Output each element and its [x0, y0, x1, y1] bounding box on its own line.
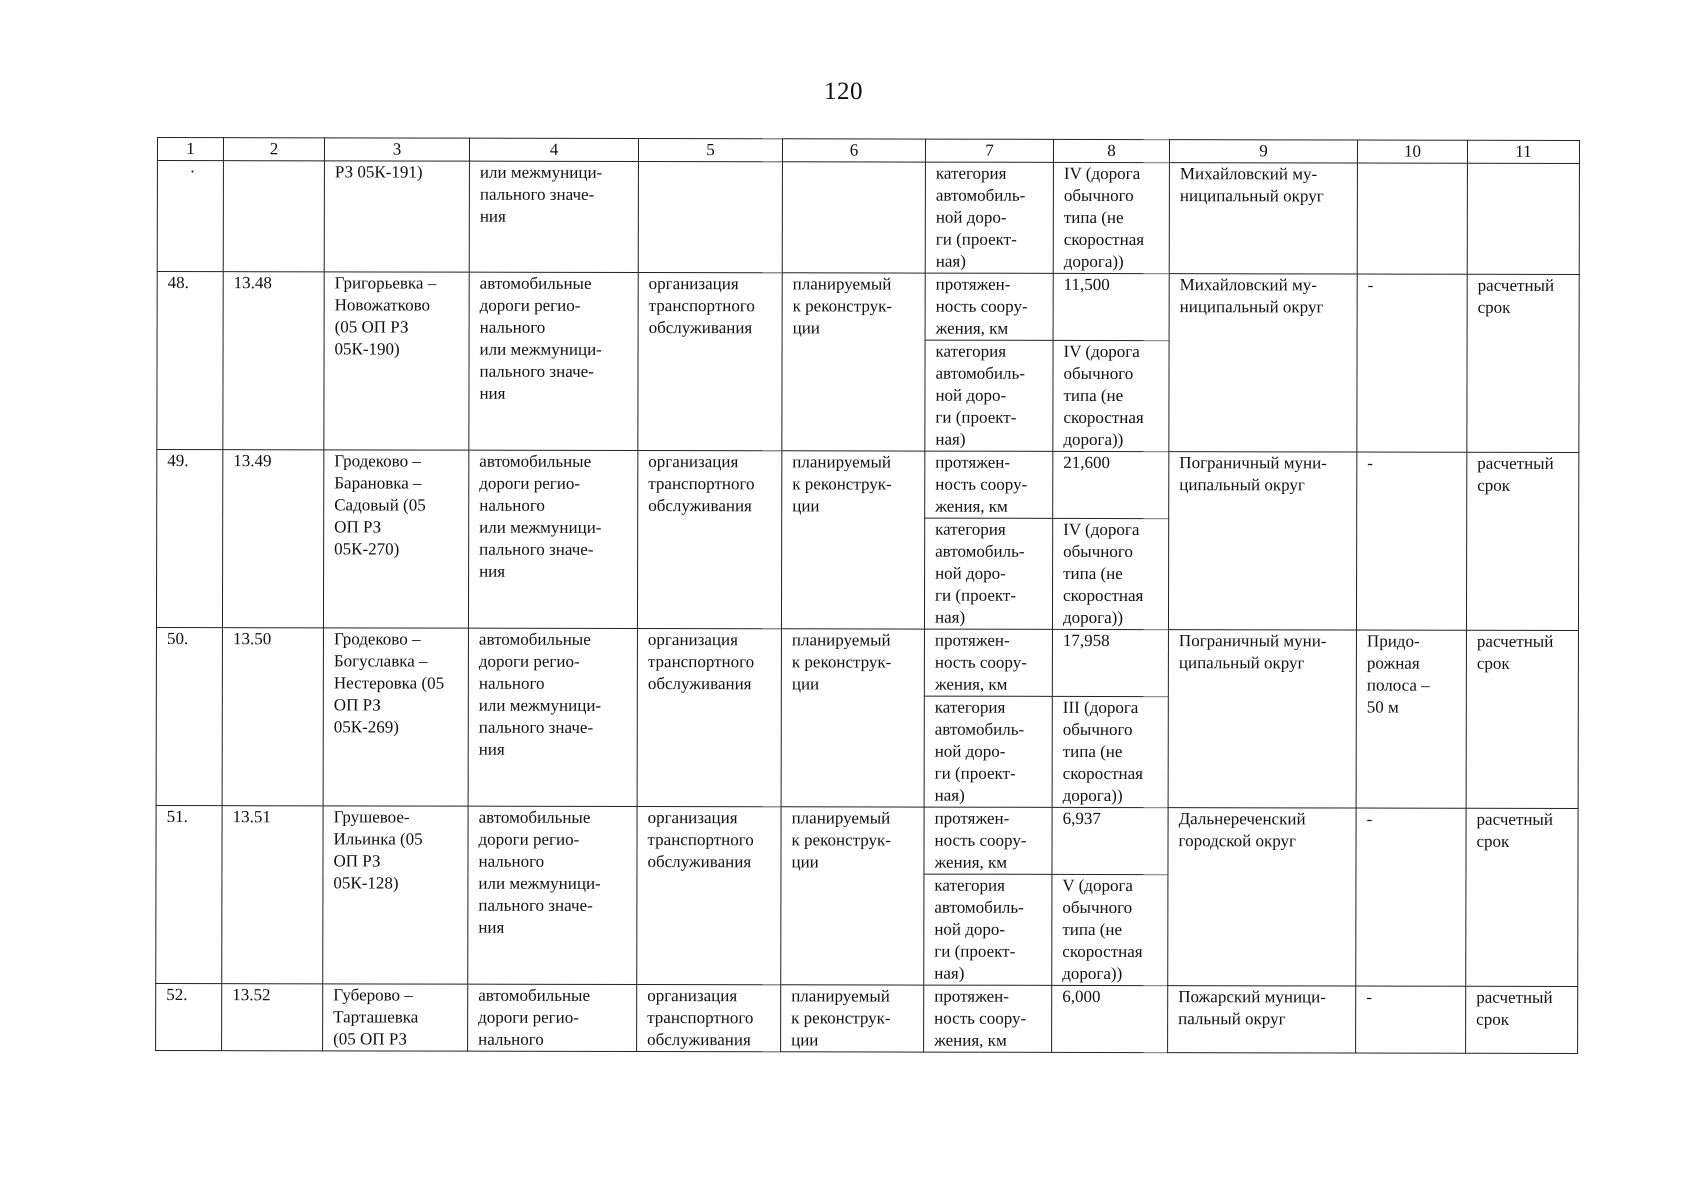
cell-road-type: автомобильные дороги регио- нального или межмуници- пального значе- ния: [468, 450, 637, 628]
table-row: [157, 450, 1579, 520]
cell-zone: -: [1356, 808, 1466, 986]
cell-road-type: или межмуници- пального значе- ния: [469, 161, 638, 272]
cell-parameter-value: IV (дорога обычного типа (не скоростная дорога)): [1052, 518, 1168, 629]
cell-row-number: 50.: [156, 628, 222, 806]
column-number-11: 11: [1467, 140, 1579, 163]
cell-code: [223, 161, 324, 272]
continuation-row: [157, 161, 1579, 275]
cell-parameter-label: протяжен- ность соору- жения, км: [925, 273, 1053, 340]
cell-road-type: автомобильные дороги регио- нального: [468, 984, 637, 1051]
cell-status: планируемый к реконструк- ции: [781, 629, 924, 807]
column-number-8: 8: [1053, 139, 1169, 162]
cell-row-number: 52.: [156, 983, 222, 1050]
cell-road-name: Григорьевка – Новожатково (05 ОП РЗ 05К-190): [324, 272, 469, 450]
cell-purpose: организация транспортного обслуживания: [637, 985, 781, 1052]
cell-parameter-label: категория автомобиль- ной доро- ги (проект- ная): [925, 162, 1053, 273]
cell-status: планируемый к реконструк- ции: [782, 273, 925, 451]
cell-code: 13.49: [222, 450, 323, 628]
cell-parameter-label: протяжен- ность соору- жения, км: [924, 985, 1052, 1052]
cell-term: [1467, 163, 1579, 274]
cell-status: планируемый к реконструк- ции: [781, 807, 924, 985]
cell-purpose: организация транспортного обслуживания: [637, 451, 781, 629]
cell-code: 13.50: [222, 628, 323, 806]
cell-zone: -: [1356, 452, 1466, 630]
cell-row-number: ·: [157, 161, 223, 272]
cell-status: [782, 162, 925, 273]
cell-parameter-value: IV (дорога обычного типа (не скоростная дорога)): [1053, 340, 1169, 451]
cell-term: расчетный срок: [1466, 452, 1578, 630]
column-number-7: 7: [925, 139, 1053, 162]
cell-term: расчетный срок: [1466, 986, 1578, 1053]
cell-code: 13.52: [222, 984, 323, 1051]
cell-term: расчетный срок: [1466, 808, 1578, 986]
cell-zone: Придо- рожная полоса – 50 м: [1356, 630, 1466, 808]
cell-zone: -: [1356, 986, 1466, 1053]
table-row: [157, 272, 1579, 342]
planning-table: [155, 137, 1580, 1054]
cell-purpose: [638, 162, 782, 273]
column-number-5: 5: [638, 139, 782, 162]
column-number-10: 10: [1357, 140, 1467, 163]
table-row: [156, 805, 1578, 875]
cell-parameter-label: категория автомобиль- ной доро- ги (проект- ная): [924, 874, 1052, 985]
table-row: [156, 628, 1578, 698]
cell-purpose: организация транспортного обслуживания: [637, 629, 781, 807]
cell-location: Дальнереченский городской округ: [1168, 808, 1356, 986]
cell-parameter-value: III (дорога обычного типа (не скоростная дорога)): [1052, 696, 1168, 807]
cell-parameter-value: 21,600: [1053, 451, 1169, 518]
cell-row-number: 49.: [156, 450, 222, 628]
cell-purpose: организация транспортного обслуживания: [638, 273, 782, 451]
cell-zone: [1357, 163, 1467, 274]
cell-status: планируемый к реконструк- ции: [781, 985, 924, 1052]
table-row: [156, 983, 1578, 1053]
table-body: [156, 138, 1580, 1054]
cell-row-number: 48.: [157, 272, 223, 450]
cell-code: 13.51: [222, 806, 323, 984]
cell-zone: -: [1357, 274, 1467, 452]
cell-location: Пограничный муни- ципальный округ: [1168, 630, 1356, 808]
cell-road-name: Грушевое- Ильинка (05 ОП РЗ 05К-128): [323, 806, 468, 984]
column-number-9: 9: [1169, 140, 1357, 163]
cell-road-type: автомобильные дороги регио- нального или межмуници- пального значе- ния: [468, 806, 637, 984]
column-number-header: [157, 138, 1579, 164]
cell-row-number: 51.: [156, 805, 222, 983]
cell-location: Пожарский муници- пальный округ: [1168, 986, 1356, 1053]
cell-road-name: Гродеково – Богуславка – Нестеровка (05 ОП РЗ 05К-269): [323, 628, 468, 806]
column-number-1: 1: [157, 138, 223, 161]
cell-parameter-label: категория автомобиль- ной доро- ги (проект- ная): [925, 340, 1053, 451]
cell-parameter-value: V (дорога обычного типа (не скоростная дорога)): [1052, 874, 1168, 985]
cell-parameter-value: 11,500: [1053, 273, 1169, 340]
cell-term: расчетный срок: [1467, 274, 1579, 452]
cell-location: Пограничный муни- ципальный округ: [1168, 452, 1356, 630]
cell-purpose: организация транспортного обслуживания: [637, 807, 781, 985]
cell-parameter-label: категория автомобиль- ной доро- ги (проект- ная): [924, 518, 1052, 629]
cell-road-type: автомобильные дороги регио- нального или межмуници- пального значе- ния: [468, 628, 637, 806]
cell-parameter-label: протяжен- ность соору- жения, км: [924, 629, 1052, 696]
cell-location: Михайловский му- ниципальный округ: [1169, 163, 1357, 274]
cell-parameter-value: IV (дорога обычного типа (не скоростная дорога)): [1053, 162, 1169, 273]
column-number-2: 2: [223, 138, 324, 161]
page-number: 120: [824, 78, 863, 105]
cell-parameter-value: 6,000: [1052, 985, 1168, 1052]
cell-status: планируемый к реконструк- ции: [781, 451, 924, 629]
cell-term: расчетный срок: [1466, 630, 1578, 808]
cell-parameter-value: 17,958: [1052, 629, 1168, 696]
cell-parameter-label: протяжен- ность соору- жения, км: [924, 807, 1052, 874]
cell-road-name: Гродеково – Барановка – Садовый (05 ОП РЗ 05К-270): [323, 450, 468, 628]
cell-code: 13.48: [223, 272, 324, 450]
cell-parameter-label: протяжен- ность соору- жения, км: [925, 451, 1053, 518]
column-number-6: 6: [782, 139, 925, 162]
cell-road-type: автомобильные дороги регио- нального или межмуници- пального значе- ния: [469, 272, 638, 450]
cell-parameter-value: 6,937: [1052, 807, 1168, 874]
cell-road-name: РЗ 05К-191): [324, 161, 469, 272]
cell-parameter-label: категория автомобиль- ной доро- ги (проект- ная): [924, 696, 1052, 807]
column-number-4: 4: [469, 138, 638, 161]
cell-road-name: Губерово – Тарташевка (05 ОП РЗ: [323, 984, 468, 1051]
column-number-3: 3: [324, 138, 469, 161]
cell-location: Михайловский му- ниципальный округ: [1169, 274, 1357, 452]
